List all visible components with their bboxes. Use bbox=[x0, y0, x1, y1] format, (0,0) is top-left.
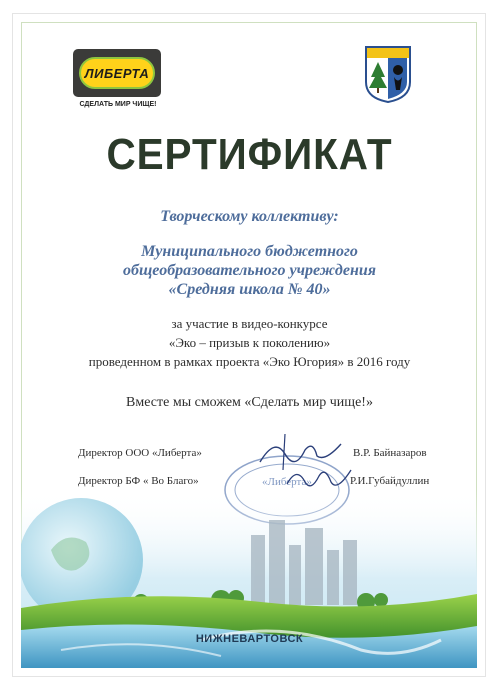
liberta-logo bbox=[73, 49, 161, 97]
organization-name bbox=[0, 242, 499, 299]
signature-role-1: Директор ООО «Либерта» bbox=[78, 447, 202, 459]
certificate-body bbox=[0, 314, 499, 371]
signature-name-2: Р.И.Губайдуллин bbox=[350, 475, 430, 487]
body-line-2: «Эко – призыв к поколению» bbox=[168, 335, 331, 350]
liberta-logo-oval bbox=[79, 57, 155, 89]
liberta-logo-text: ЛИБЕРТА bbox=[84, 65, 150, 81]
city-name: НИЖНЕВАРТОВСК bbox=[195, 633, 304, 645]
addressee: Творческому коллективу: bbox=[160, 208, 339, 225]
stamp-text: «Либерта» bbox=[262, 476, 312, 488]
certificate-title: СЕРТИФИКАТ bbox=[106, 130, 393, 179]
signature-role-2: Директор БФ « Во Благо» bbox=[78, 475, 199, 487]
organization-line-3: «Средняя школа № 40» bbox=[168, 281, 331, 298]
slogan: Вместе мы сможем «Сделать мир чище!» bbox=[126, 395, 373, 410]
organization-line-1: Муниципального бюджетного bbox=[141, 243, 358, 260]
body-line-1: за участие в видео-конкурсе bbox=[171, 316, 328, 331]
organization-line-2: общеобразовательного учреждения bbox=[122, 262, 376, 279]
coat-of-arms-icon bbox=[363, 44, 413, 104]
signature-name-1: В.Р. Байназаров bbox=[353, 447, 427, 459]
body-line-3: проведенном в рамках проекта «Эко Югория» в 2016 году bbox=[88, 354, 411, 369]
logo-tagline: СДЕЛАТЬ МИР ЧИЩЕ! bbox=[79, 101, 157, 108]
